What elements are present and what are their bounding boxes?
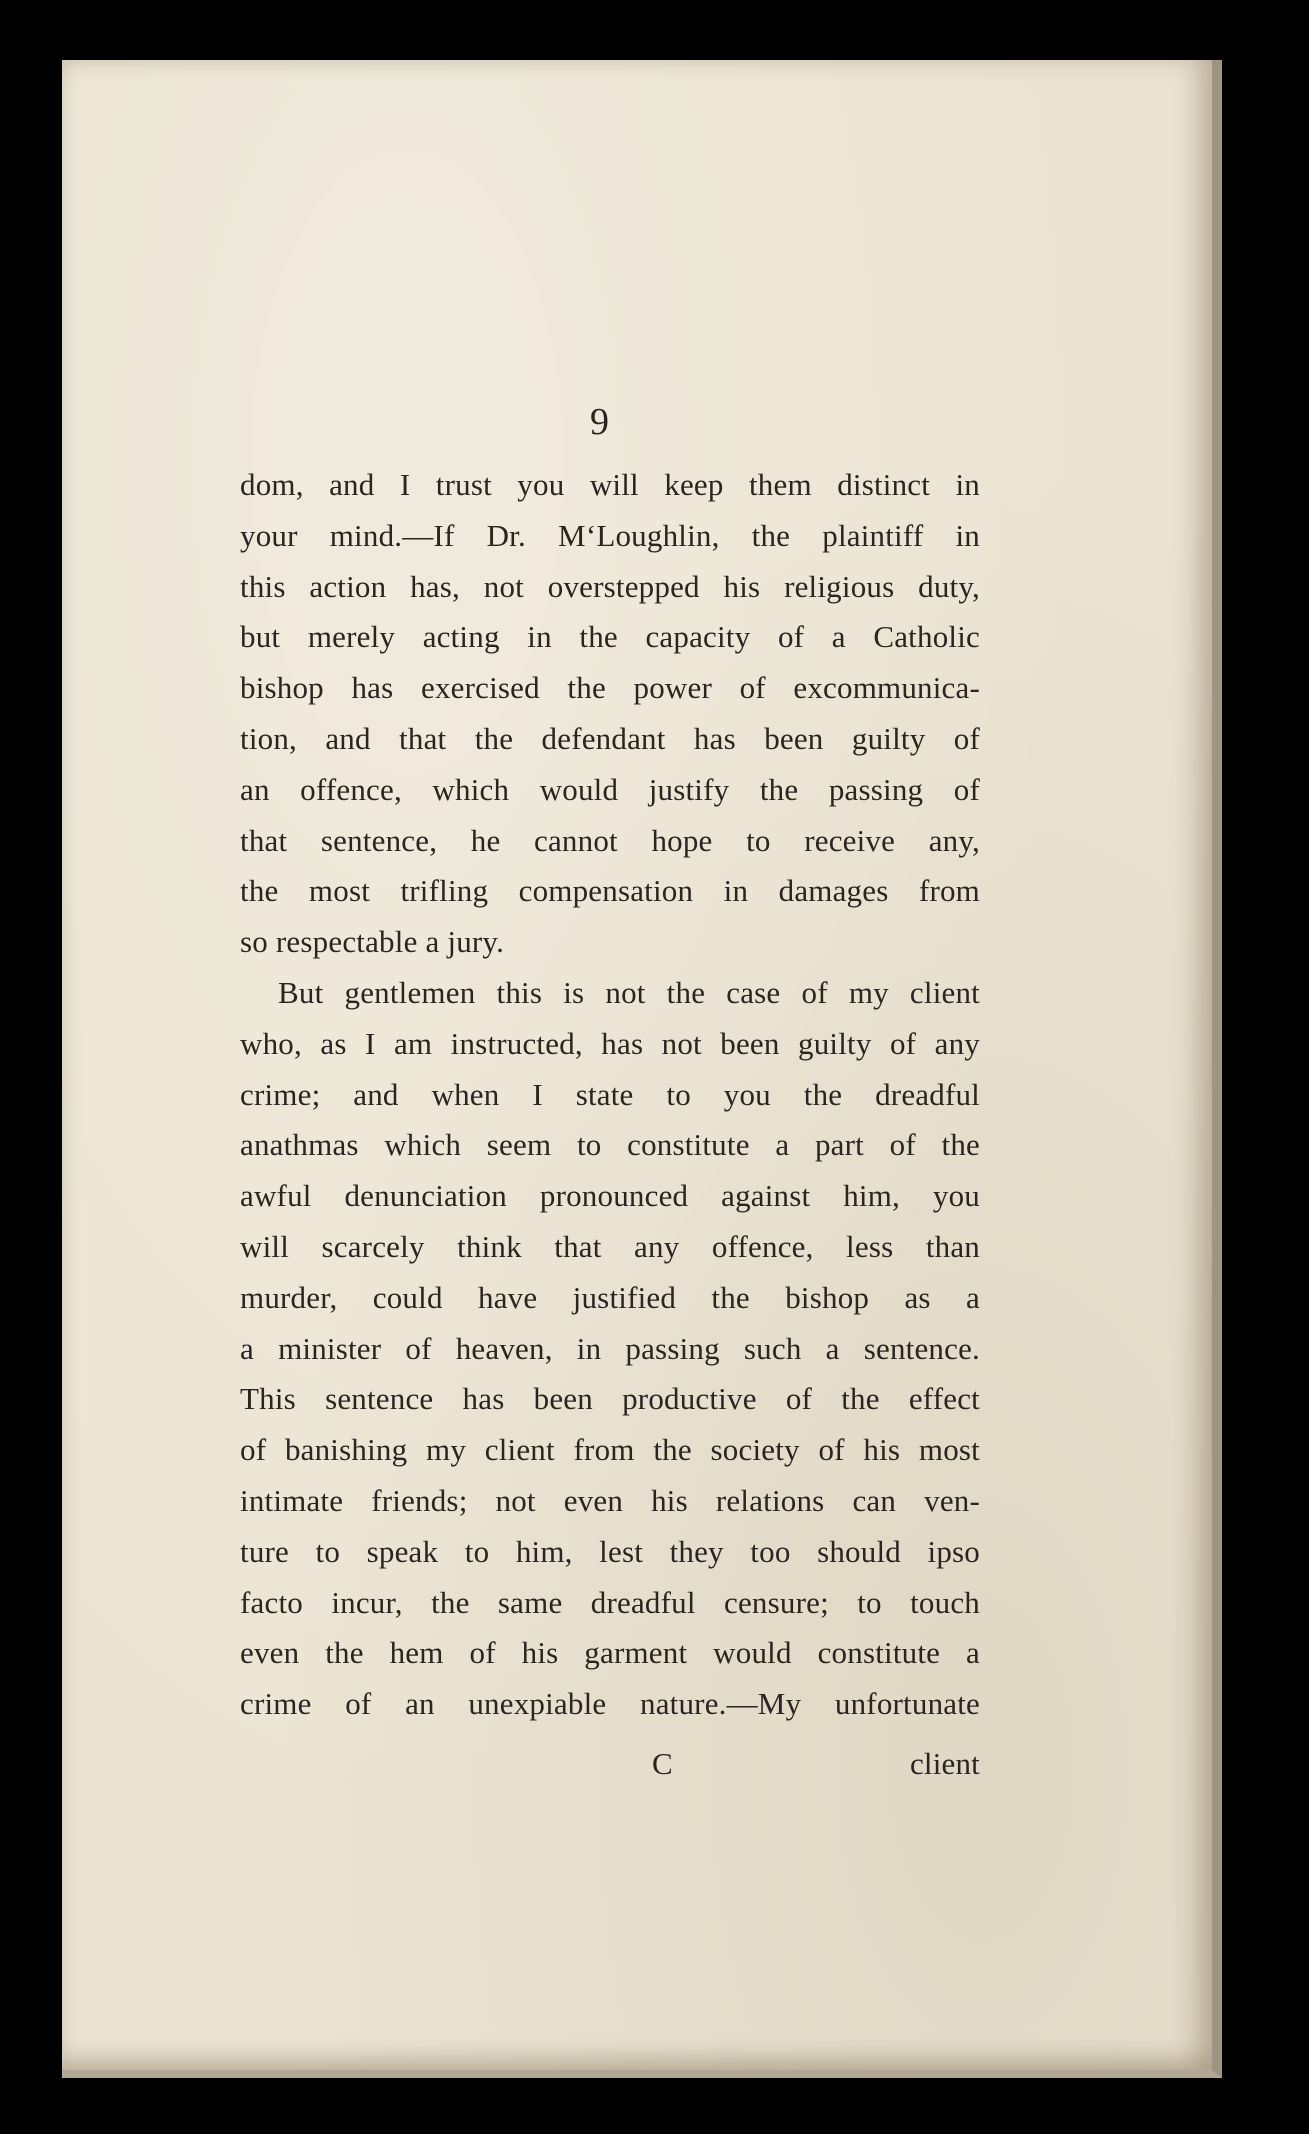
paragraph-start-line: But gentlemen this is not the case of my client	[278, 974, 980, 1010]
text-line: an offence, which would justify the passing of	[240, 771, 980, 807]
page-number: 9	[590, 401, 609, 443]
text-line: awful denunciation pronounced against him, you	[240, 1178, 980, 1214]
text-line: crime; and when I state to you the dreadful	[240, 1076, 980, 1112]
signature-mark: C	[652, 1746, 673, 1781]
text-line: a minister of heaven, in passing such a sentence.	[240, 1330, 980, 1366]
text-line: but merely acting in the capacity of a Catholic	[240, 619, 980, 655]
text-line: even the hem of his garment would constitute a	[240, 1635, 980, 1671]
page-footer	[240, 1739, 980, 1789]
text-line: crime of an unexpiable nature.—My unfortunate	[240, 1686, 980, 1722]
text-line: tion, and that the defendant has been guilty of	[240, 720, 980, 756]
text-line: that sentence, he cannot hope to receive any,	[240, 822, 980, 858]
text-line: the most trifling compensation in damages from	[240, 873, 980, 909]
text-line: who, as I am instructed, has not been guilty of any	[240, 1025, 980, 1061]
text-line: this action has, not overstepped his religious duty,	[240, 568, 980, 604]
text-line: murder, could have justified the bishop as a	[240, 1279, 980, 1315]
catchword: client	[909, 1746, 980, 1781]
text-line: so respectable a jury.	[240, 924, 505, 960]
text-line: your mind.—If Dr. M‘Loughlin, the plaintiff in	[240, 517, 980, 553]
text-line: bishop has exercised the power of excommunica-	[240, 670, 980, 706]
text-line: facto incur, the same dreadful censure; to touch	[240, 1584, 980, 1620]
text-line: anathmas which seem to constitute a part of the	[240, 1127, 980, 1163]
text-line: will scarcely think that any offence, less than	[240, 1228, 980, 1264]
text-line: of banishing my client from the society of his most	[240, 1432, 980, 1468]
text-line: dom, and I trust you will keep them distinct in	[240, 467, 980, 502]
text-line: intimate friends; not even his relations can ven-	[240, 1482, 980, 1518]
text-line: ture to speak to him, lest they too should ipso	[240, 1533, 980, 1569]
text-line: This sentence has been productive of the effect	[240, 1381, 980, 1417]
